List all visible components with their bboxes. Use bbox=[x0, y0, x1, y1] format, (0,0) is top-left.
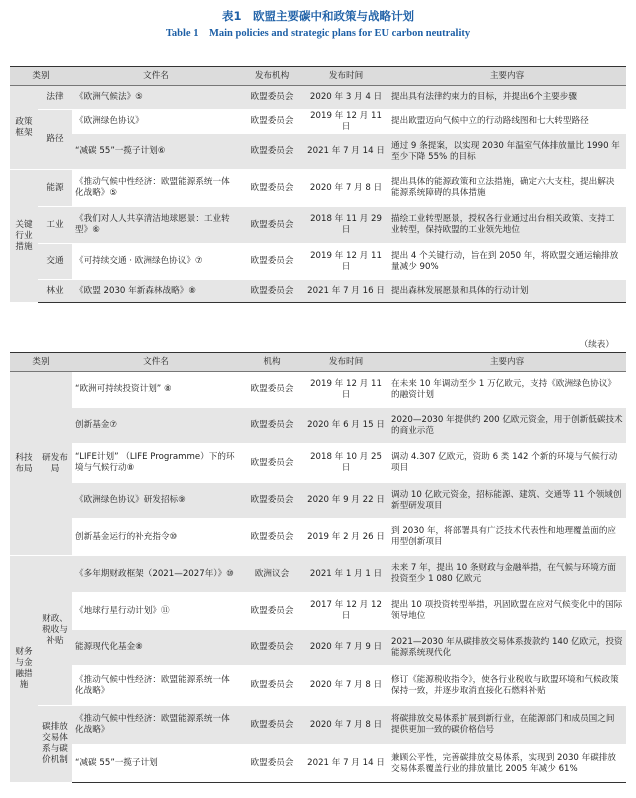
doc-cell: “减碳 55”一揽子计划⑥ bbox=[72, 134, 240, 170]
org-cell: 欧盟委员会 bbox=[240, 745, 304, 783]
date-cell: 2018 年 10 月 25 日 bbox=[304, 444, 388, 483]
date-cell: 2020 年 7 月 8 日 bbox=[304, 666, 388, 706]
header-date: 发布时间 bbox=[304, 353, 388, 372]
org-cell: 欧盟委员会 bbox=[240, 519, 304, 556]
date-cell: 2017 年 12 月 12 日 bbox=[304, 593, 388, 630]
group-label: 政策框架 bbox=[10, 86, 38, 170]
table-row bbox=[10, 86, 626, 110]
doc-cell: 《推动气候中性经济：欧盟能源系统一体化战略》 bbox=[72, 706, 240, 745]
table-row bbox=[10, 408, 626, 444]
org-cell: 欧盟委员会 bbox=[240, 630, 304, 666]
subgroup-label: 研发布局 bbox=[38, 372, 72, 556]
date-cell: 2019 年 12 月 11 日 bbox=[304, 110, 388, 134]
org-cell: 欧盟委员会 bbox=[240, 483, 304, 519]
date-cell: 2019 年 12 月 11 日 bbox=[304, 372, 388, 408]
header-category: 类别 bbox=[10, 353, 72, 372]
header-content: 主要内容 bbox=[388, 67, 626, 86]
content-cell: 提出 10 项投资转型举措，巩固欧盟在应对气候变化中的国际领导地位 bbox=[388, 593, 626, 630]
doc-cell: 《欧洲绿色协议》研发招标⑨ bbox=[72, 483, 240, 519]
doc-cell: 创新基金⑦ bbox=[72, 408, 240, 444]
table-row bbox=[10, 280, 626, 303]
date-cell: 2019 年 2 月 26 日 bbox=[304, 519, 388, 556]
doc-cell: 能源现代化基金⑧ bbox=[72, 630, 240, 666]
table-row bbox=[10, 244, 626, 280]
table1-header-row bbox=[10, 67, 626, 86]
table1 bbox=[10, 66, 626, 303]
doc-cell: “减碳 55”一揽子计划 bbox=[72, 745, 240, 783]
group-label: 科技布局 bbox=[10, 372, 38, 556]
content-cell: 修订《能源税收指令》，使各行业税收与欧盟环境和气候政策保持一致，并逐步取消直接化石燃料补贴 bbox=[388, 666, 626, 706]
date-cell: 2020 年 9 月 22 日 bbox=[304, 483, 388, 519]
content-cell: 提出 4 个关键行动，旨在到 2050 年，将欧盟交通运输排放量减少 90% bbox=[388, 244, 626, 280]
content-cell: 描绘工业转型愿景，授权各行业通过出台相关政策、支持工业转型，保持欧盟的工业领先地位 bbox=[388, 207, 626, 244]
doc-cell: 《推动气候中性经济：欧盟能源系统一体化战略》⑤ bbox=[72, 170, 240, 207]
table2-header-row bbox=[10, 353, 626, 372]
content-cell: 兼顾公平性，完善碳排放交易体系，实现到 2030 年碳排放交易体系覆盖行业的排放量比 2005 年减少 61% bbox=[388, 745, 626, 783]
org-cell: 欧盟委员会 bbox=[240, 280, 304, 303]
table-row bbox=[10, 593, 626, 630]
group-label: 财务与金融措施 bbox=[10, 556, 38, 783]
org-cell: 欧盟委员会 bbox=[240, 110, 304, 134]
date-cell: 2020 年 7 月 9 日 bbox=[304, 630, 388, 666]
doc-cell: 《欧洲绿色协议》 bbox=[72, 110, 240, 134]
table-row bbox=[10, 170, 626, 207]
doc-cell: 《我们对人人共享清洁地球愿景：工业转型》⑥ bbox=[72, 207, 240, 244]
table-row bbox=[10, 556, 626, 593]
content-cell: 调动 10 亿欧元资金，招标能源、建筑、交通等 11 个领域创新型研发项目 bbox=[388, 483, 626, 519]
subgroup-label: 法律 bbox=[38, 86, 72, 110]
content-cell: 提出欧盟迈向气候中立的行动路线图和七大转型路径 bbox=[388, 110, 626, 134]
table2 bbox=[10, 352, 626, 783]
org-cell: 欧盟委员会 bbox=[240, 706, 304, 745]
content-cell: 调动 4.307 亿欧元，资助 6 类 142 个新的环境与气候行动项目 bbox=[388, 444, 626, 483]
date-cell: 2021 年 1 月 1 日 bbox=[304, 556, 388, 593]
table-row bbox=[10, 372, 626, 408]
header-date: 发布时间 bbox=[304, 67, 388, 86]
org-cell: 欧盟委员会 bbox=[240, 444, 304, 483]
date-cell: 2020 年 7 月 8 日 bbox=[304, 706, 388, 745]
table-row bbox=[10, 666, 626, 706]
org-cell: 欧盟委员会 bbox=[240, 666, 304, 706]
content-cell: 通过 9 条提案，以实现 2030 年温室气体排放量比 1990 年至少下降 55% 的目标 bbox=[388, 134, 626, 170]
date-cell: 2021 年 7 月 14 日 bbox=[304, 745, 388, 783]
date-cell: 2020 年 6 月 15 日 bbox=[304, 408, 388, 444]
subgroup-label: 碳排放交易体系与碳价机制 bbox=[38, 706, 72, 783]
header-organization: 机构 bbox=[240, 353, 304, 372]
table-row bbox=[10, 519, 626, 556]
subgroup-label: 交通 bbox=[38, 244, 72, 280]
table-row bbox=[10, 444, 626, 483]
date-cell: 2018 年 11 月 29 日 bbox=[304, 207, 388, 244]
doc-cell: 《地球行星行动计划》⑪ bbox=[72, 593, 240, 630]
date-cell: 2021 年 7 月 16 日 bbox=[304, 280, 388, 303]
table-row bbox=[10, 134, 626, 170]
doc-cell: “欧洲可持续投资计划” ⑧ bbox=[72, 372, 240, 408]
table1-title-en: Table 1 Main policies and strategic plans for EU carbon neutrality bbox=[165, 28, 471, 39]
table-row bbox=[10, 745, 626, 783]
continued-label: （续表） bbox=[579, 340, 614, 350]
doc-cell: “LIFE计划” （LIFE Programme）下的环境与气候行动⑧ bbox=[72, 444, 240, 483]
table-row bbox=[10, 630, 626, 666]
header-category: 类别 bbox=[10, 67, 72, 86]
table-row bbox=[10, 207, 626, 244]
subgroup-label: 财政、税收与补贴 bbox=[38, 556, 72, 706]
table1-title-cn: 表1 欧盟主要碳中和政策与战略计划 bbox=[222, 9, 414, 23]
table-row bbox=[10, 110, 626, 134]
content-cell: 提出具体的能源政策和立法措施，确定六大支柱，提出解决能源系统障碍的具体措施 bbox=[388, 170, 626, 207]
content-cell: 2020—2030 年提供约 200 亿欧元资金，用于创新低碳技术的商业示范 bbox=[388, 408, 626, 444]
org-cell: 欧盟委员会 bbox=[240, 593, 304, 630]
date-cell: 2019 年 12 月 11 日 bbox=[304, 244, 388, 280]
org-cell: 欧盟委员会 bbox=[240, 86, 304, 110]
org-cell: 欧盟委员会 bbox=[240, 170, 304, 207]
doc-cell: 《推动气候中性经济：欧盟能源系统一体化战略》 bbox=[72, 666, 240, 706]
subgroup-label: 工业 bbox=[38, 207, 72, 244]
content-cell: 将碳排放交易体系扩展到新行业，在能源部门和成员国之间提供更加一致的碳价格信号 bbox=[388, 706, 626, 745]
date-cell: 2021 年 7 月 14 日 bbox=[304, 134, 388, 170]
header-document: 文件名 bbox=[72, 353, 240, 372]
doc-cell: 《多年期财政框架（2021—2027年）》⑩ bbox=[72, 556, 240, 593]
doc-cell: 《欧盟 2030 年新森林战略》⑧ bbox=[72, 280, 240, 303]
content-cell: 提出具有法律约束力的目标，并提出6个主要步骤 bbox=[388, 86, 626, 110]
org-cell: 欧盟委员会 bbox=[240, 207, 304, 244]
doc-cell: 创新基金运行的补充指令⑩ bbox=[72, 519, 240, 556]
table-row bbox=[10, 706, 626, 745]
content-cell: 未来 7 年，提出 10 条财政与金融举措，在气候与环境方面投资至少 1 080 亿欧元 bbox=[388, 556, 626, 593]
content-cell: 2021—2030 年从碳排放交易体系拨款约 140 亿欧元，投资能源系统现代化 bbox=[388, 630, 626, 666]
doc-cell: 《可持续交通 · 欧洲绿色协议》⑦ bbox=[72, 244, 240, 280]
table-row bbox=[10, 483, 626, 519]
content-cell: 在未来 10 年调动至少 1 万亿欧元，支持《欧洲绿色协议》的融资计划 bbox=[388, 372, 626, 408]
header-organization: 发布机构 bbox=[240, 67, 304, 86]
header-content: 主要内容 bbox=[388, 353, 626, 372]
content-cell: 到 2030 年，将部署具有广泛技术代表性和地理覆盖面的应用型创新项目 bbox=[388, 519, 626, 556]
org-cell: 欧盟委员会 bbox=[240, 134, 304, 170]
org-cell: 欧盟委员会 bbox=[240, 244, 304, 280]
subgroup-label: 路径 bbox=[38, 110, 72, 170]
org-cell: 欧盟委员会 bbox=[240, 408, 304, 444]
subgroup-label: 林业 bbox=[38, 280, 72, 303]
content-cell: 提出森林发展愿景和具体的行动计划 bbox=[388, 280, 626, 303]
doc-cell: 《欧洲气候法》⑤ bbox=[72, 86, 240, 110]
header-document: 文件名 bbox=[72, 67, 240, 86]
org-cell: 欧洲议会 bbox=[240, 556, 304, 593]
group-label: 关键行业措施 bbox=[10, 170, 38, 303]
date-cell: 2020 年 7 月 8 日 bbox=[304, 170, 388, 207]
org-cell: 欧盟委员会 bbox=[240, 372, 304, 408]
date-cell: 2020 年 3 月 4 日 bbox=[304, 86, 388, 110]
subgroup-label: 能源 bbox=[38, 170, 72, 207]
